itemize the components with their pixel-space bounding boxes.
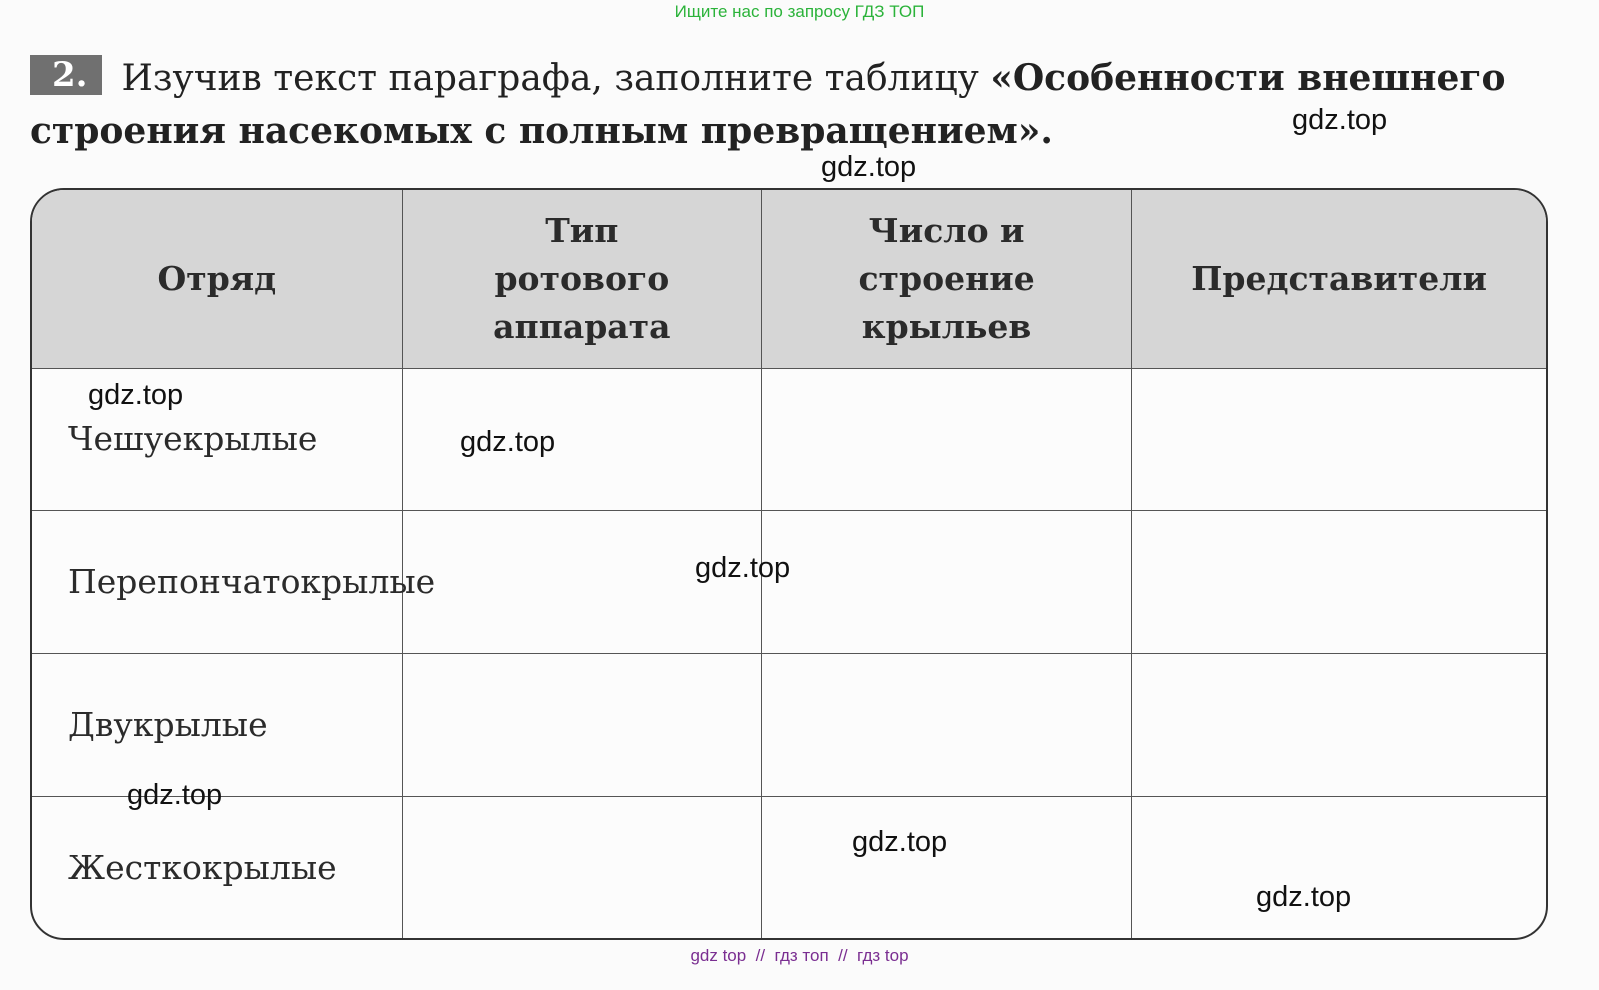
task-text: Изучив текст параграфа, заполните таблицу	[121, 58, 991, 99]
watermark: gdz.top	[127, 779, 223, 811]
header-order: Отряд	[32, 190, 402, 368]
order-cell: Двукрылые	[32, 654, 402, 797]
wings-cell[interactable]	[761, 511, 1131, 654]
examples-cell[interactable]	[1132, 797, 1546, 938]
table-row	[32, 797, 1546, 938]
examples-cell[interactable]	[1132, 654, 1546, 797]
wings-cell[interactable]	[761, 654, 1131, 797]
header-mouth-type: Тип ротового аппарата	[402, 190, 761, 368]
examples-cell[interactable]	[1132, 511, 1546, 654]
order-cell: Перепончатокрылые	[32, 511, 402, 654]
mouth-cell[interactable]	[402, 797, 761, 938]
header-wings: Число и строение крыльев	[761, 190, 1131, 368]
watermark: gdz.top	[821, 151, 917, 183]
task-table-title: «Особенности внешнего строения насекомых с полным превращением».	[30, 57, 1506, 152]
order-cell: Чешуекрылые	[32, 368, 402, 511]
watermark: gdz.top	[852, 826, 948, 858]
mouth-cell[interactable]	[402, 654, 761, 797]
order-cell: Жесткокрылые	[32, 797, 402, 938]
watermark: gdz.top	[1256, 881, 1352, 913]
header-examples: Представители	[1132, 190, 1546, 368]
mouth-cell[interactable]	[402, 368, 761, 511]
watermark: gdz.top	[1292, 104, 1388, 136]
table-row	[32, 368, 1546, 511]
wings-cell[interactable]	[761, 368, 1131, 511]
watermark: gdz.top	[88, 379, 184, 411]
watermark: gdz.top	[460, 426, 556, 458]
wings-cell[interactable]	[761, 797, 1131, 938]
examples-cell[interactable]	[1132, 368, 1546, 511]
task-number: 2.	[30, 55, 102, 95]
table-header-row	[32, 190, 1546, 368]
watermark: gdz.top	[695, 552, 791, 584]
top-banner: Ищите нас по запросу ГДЗ ТОП	[674, 2, 925, 21]
bottom-banner: gdz top // гдз топ // гдз top	[690, 946, 909, 965]
table-row	[32, 654, 1546, 797]
